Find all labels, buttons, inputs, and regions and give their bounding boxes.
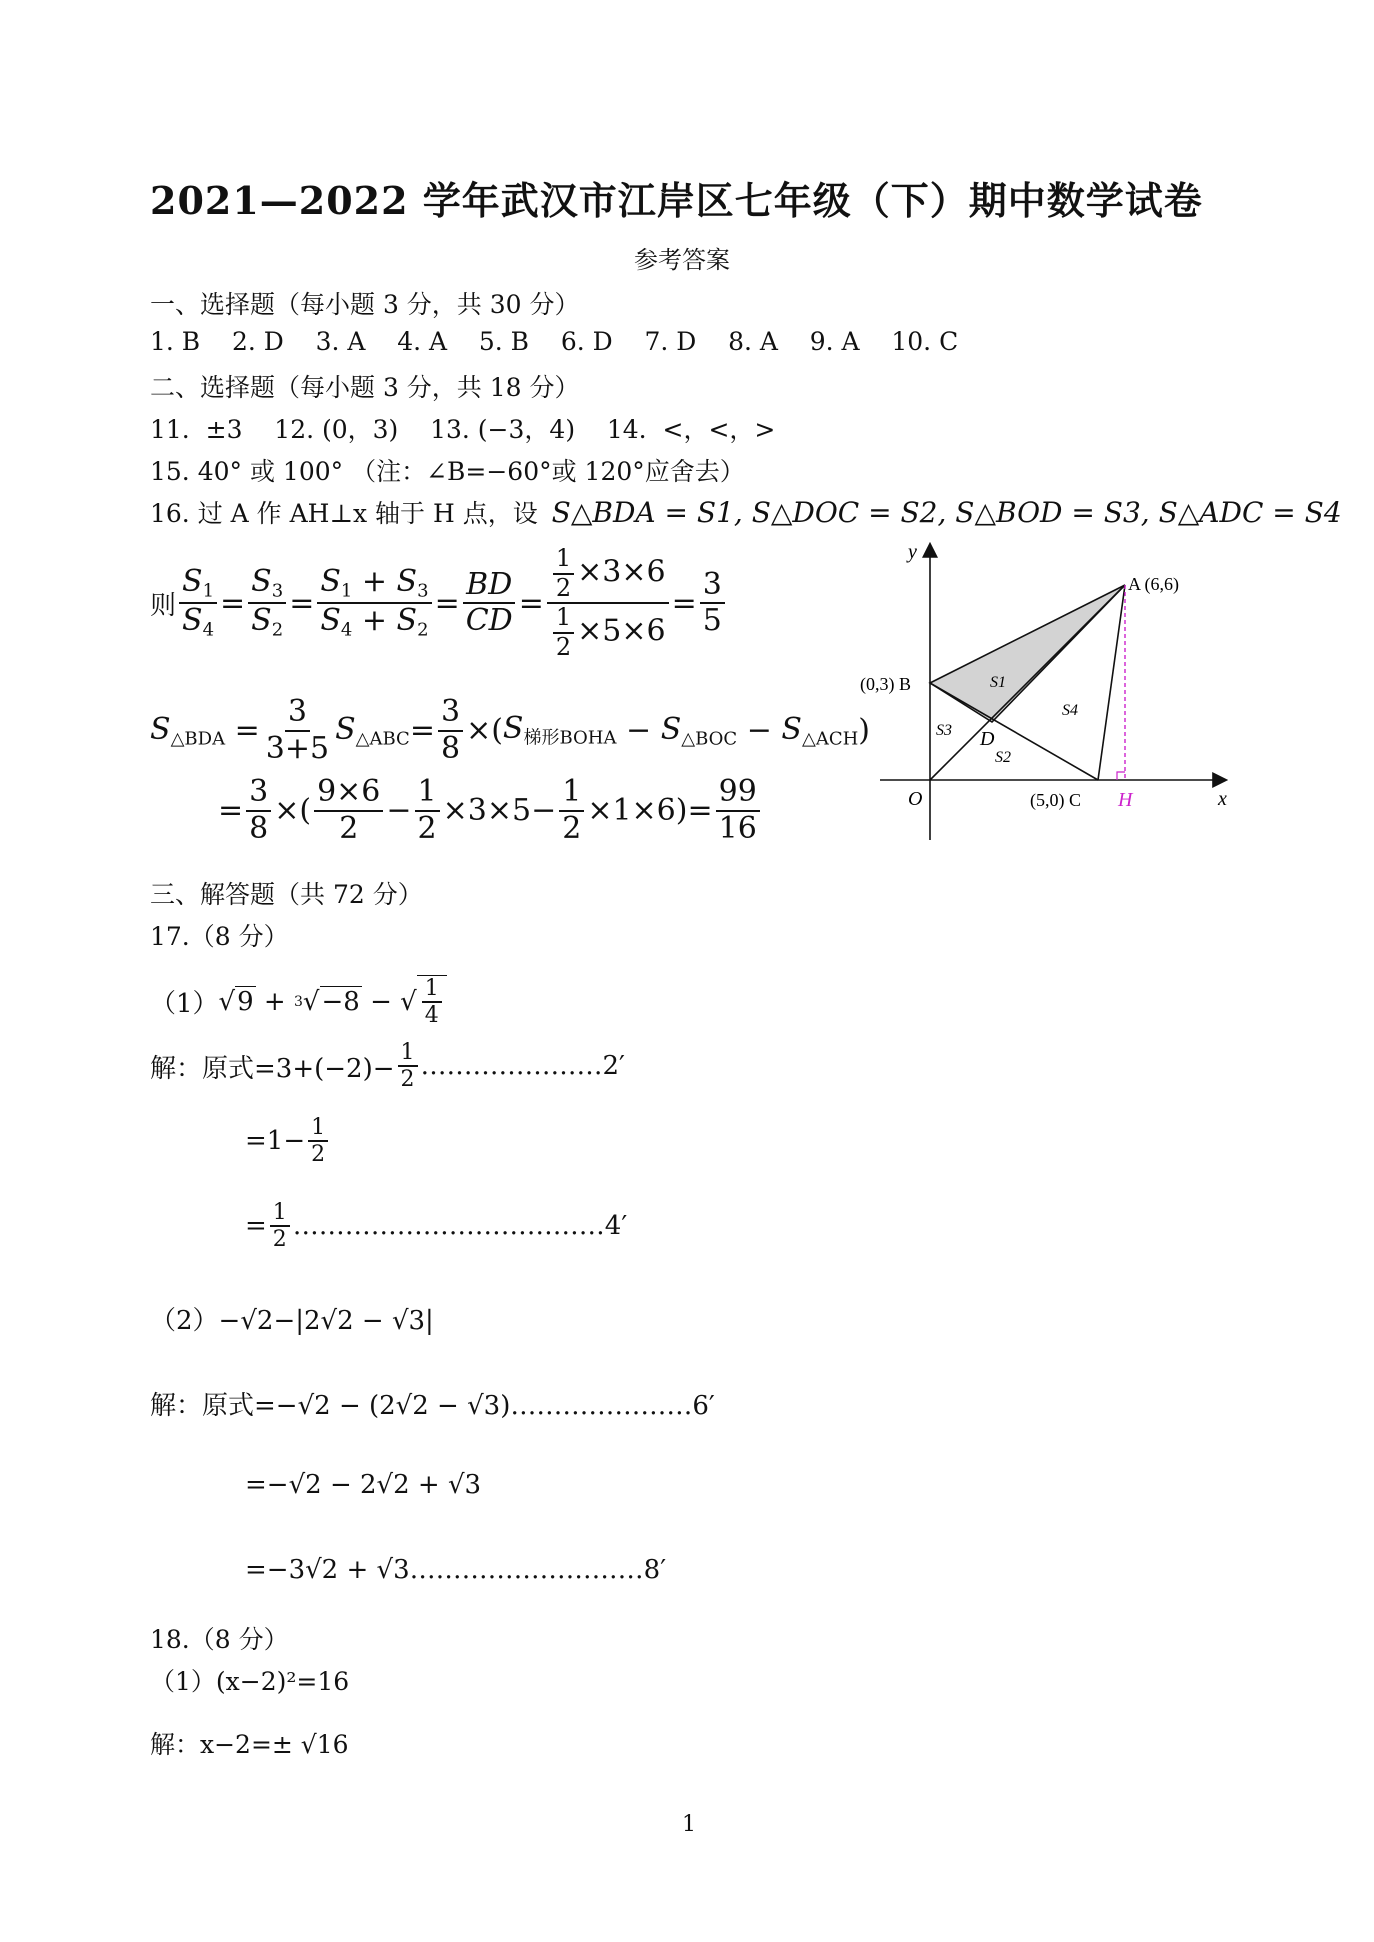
segment-ca [1098,585,1125,780]
point-a-label: A (6,6) [1128,574,1179,594]
q17-part2-step3-text: =−3√2 + √3 [245,1555,410,1585]
origin-label: O [908,788,923,810]
q17-part1-score2: ………………………………4′ [292,1211,628,1242]
q16-then: 则 [150,590,177,621]
q17-part2-solution-step2: =−√2 − 2√2 + √3 [245,1470,482,1500]
y-label: y [908,541,917,563]
q16-formula-line2: $S_{\triangle BDA}$ = $\frac{3}{3+5}$ $S_{\triangle ABC}$ = $\frac{3}{8}$ ×( $S_{梯形BOHA}$ − $S_{\triangle BOC}$ − $S_{\triangle ACH}$ ) [150,694,871,766]
q16-intro [150,494,1342,530]
document-subtitle: 参考答案 [634,246,730,274]
q17-part2-solution-step1 [150,1385,715,1422]
shaded-triangle-bda [930,585,1125,722]
point-b-label: (0,3) B [860,674,911,694]
section1-heading: 一、选择题（每小题 3 分，共 30 分） [150,290,580,319]
point-d-label: D [980,728,995,750]
q17-part1-solution-step2: =1− $\frac{1}{2}$ [245,1115,331,1168]
region-s2-label: S2 [995,749,1011,766]
right-angle-mark [1117,772,1125,780]
q17-part2-score2: ………………………8′ [409,1555,667,1585]
q17-part1-label: （1） [150,989,219,1020]
x-label: x [1218,788,1227,810]
point-h-label: H [1118,789,1133,811]
section2-line2: 15. 40° 或 100° （注：∠B=−60°或 120°应舍去） [150,457,745,486]
q17-part2 [150,1300,434,1337]
q17-heading: 17.（8 分） [150,922,289,951]
region-s4-label: S4 [1062,702,1078,719]
point-c-label: (5,0) C [1030,790,1081,810]
q17-part1-score1: …………………2′ [420,1051,625,1082]
q17-part1-solution-step1: 解：原式=3+(−2)− $\frac{1}{2}$ …………………2′ [150,1040,625,1093]
q16-formula-line1: 则 $\frac{S_1}{S_4}$ = $\frac{S_3}{S_2}$ = $\frac{S_1 + S_3}{S_4 + S_2}$ = $\frac{BD}{CD}$ = $\frac{1}{2}$ ×3×6 $\frac{1}{2}$ ×5×6 = $\frac{3}{5}$ [150,545,728,661]
q17-part2-expr: −√2−|2√2 − √3| [218,1306,434,1336]
q17-part2-sol: 解：原式=−√2 − (2√2 − √3) [150,1391,511,1421]
q18-part1: （1）(x−2)²=16 [150,1667,350,1696]
q17-part1-step3-text: = [245,1211,267,1242]
coordinate-figure [840,530,1240,850]
q16-intro-text: 16. 过 A 作 AH⊥x 轴于 H 点，设 [150,499,538,528]
q17-part2-label: （2） [150,1306,219,1336]
q16-formula-line3: = $\frac{3}{8}$ ×( $\frac{9\times 6}{2}$ − $\frac{1}{2}$ ×3×5− $\frac{1}{2}$ ×1×6)= $\frac{99}{16}$ [218,775,763,846]
q17-part1: （1） √ 9 + 3 √ −8 − √ $\frac{1}{4}$ [150,975,447,1029]
q16-definition: S△BDA = S1, S△DOC = S2, S△BOD = S3, S△ADC = S4 [551,496,1342,529]
q17-part2-score1: …………………6′ [510,1391,715,1421]
q17-part1-solution-step3: = $\frac{1}{2}$ ………………………………4′ [245,1200,628,1253]
page-number: 1 [682,1812,696,1837]
document-title: 2021—2022 学年武汉市江岸区七年级（下）期中数学试卷 [150,178,1203,223]
q17-part1-step2-text: =1− [245,1126,306,1157]
q18-heading: 18.（8 分） [150,1625,289,1654]
section3-heading: 三、解答题（共 72 分） [150,880,423,909]
q17-part1-sol-prefix: 解：原式=3+(−2)− [150,1053,395,1084]
section1-answers: 1. B 2. D 3. A 4. A 5. B 6. D 7. D 8. A 9. A 10. C [150,327,959,356]
section2-line1: 11. ±3 12. (0，3) 13. (−3，4) 14. <，<，> [150,415,776,444]
region-s3-label: S3 [936,722,952,739]
region-s1-label: S1 [990,674,1006,691]
q18-solution: 解：x−2=± √16 [150,1730,349,1759]
q17-part2-solution-step3 [245,1555,666,1585]
section2-heading: 二、选择题（每小题 3 分，共 18 分） [150,373,580,402]
